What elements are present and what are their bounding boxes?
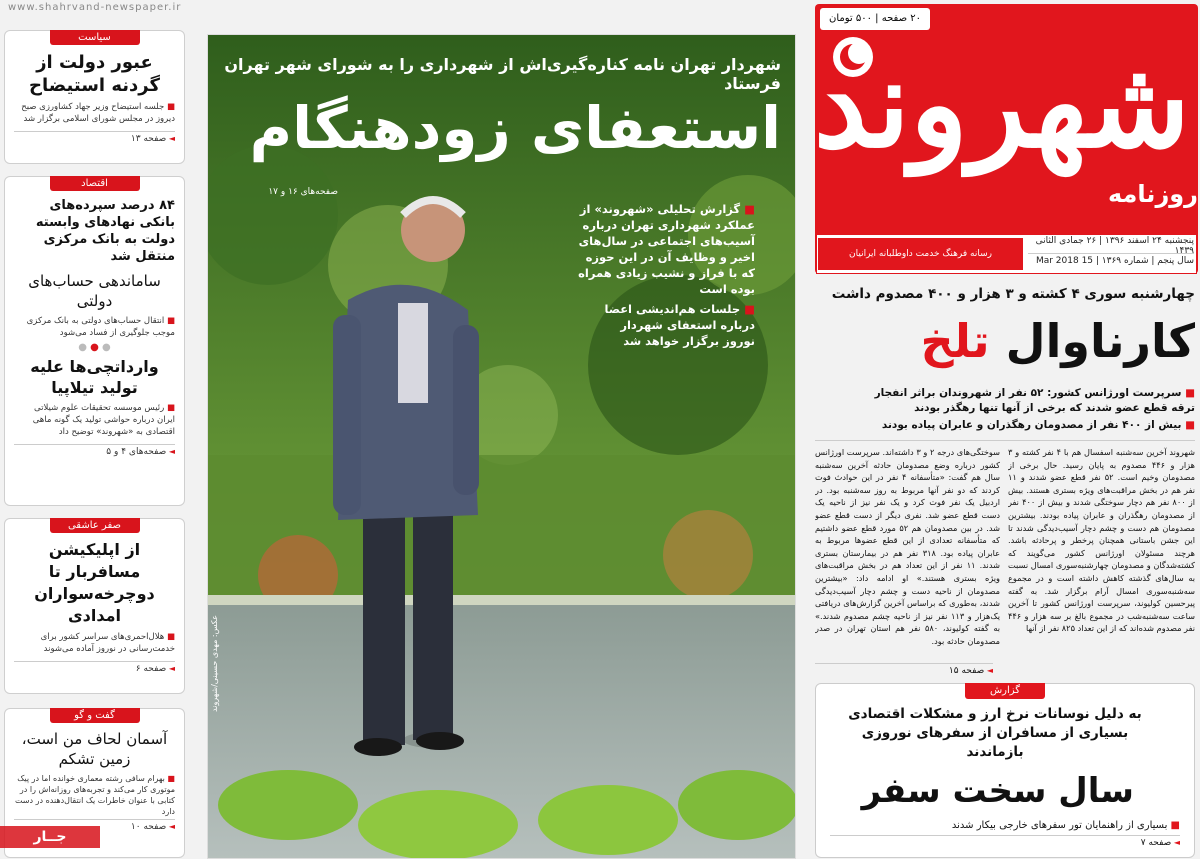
sidebar-headline: ۸۴ درصد سپرده‌های بانکی نهادهای وابسته دولت به بانک مرکزی منتقل شد bbox=[35, 198, 175, 264]
sidebar-subheadline: ساماندهی حساب‌های دولتی bbox=[28, 272, 161, 310]
main-col-right: شهروند آخرین سه‌شنبه اسفسال هم با ۴ نفر کشته و ۳ هزار و ۴۴۶ مصدوم به پایان رسید. حال برخی از مصدومان وخیم است. ۵۲ نفر قطع عضو شدند و ۱۱ نفر هم در بخش مراقبت‌های ویژه بستری هستند. بیش از ۸۰۰ نفر هم دچار سوختگی شدند و بیش از ۴۰۰ نفر از مصدومان رهگذران و عابران پیاده بودند. بیشترین مصدومان هم دست و چشم دچار آسیب‌دیدگی شدند تا این جشن باستانی همچنان پرخطر و پرحادثه باشد. هرچند مسئولان اورژانس کشور می‌گویند که کشته‌شدگان و مصدومان چهارشنبه‌سوری امسال نسبت به سال‌های گذشته کاهش داشته است و در مجموع سه‌شنبه‌سوری امسال آرام برگزار شد. به گفته پیرحسین کولیوند، سرپرست اورژانس کشور تا آخرین ساعت سه‌شنبه‌شب در مجموع بالغ بر سه هزار و ۴۴۶ نفر مصدوم شده‌اند که از این تعداد ۸۲۵ نفر از آنها bbox=[1008, 447, 1195, 634]
masthead-date: پنجشنبه ۲۴ اسفند ۱۳۹۶ | ۲۶ جمادی الثانی ۱۴۳۹ bbox=[1035, 236, 1194, 256]
report-bullet: ■ بسیاری از راهنمایان تور سفرهای خارجی بیکار شدند bbox=[951, 820, 1180, 831]
site-url: www.shahrvand-newspaper.ir bbox=[8, 2, 182, 13]
sidebar-box-sefr-asheghi[interactable] bbox=[4, 518, 185, 694]
sidebar-headline-3: وارداتچی‌ها علیه تولید تیلاپیا bbox=[30, 357, 159, 397]
photo-page-ref: صفحه‌های ۱۶ و ۱۷ bbox=[268, 187, 338, 197]
main-kicker: چهارشنبه سوری ۴ کشته و ۳ هزار و ۴۰۰ مصدوم داشت bbox=[831, 286, 1195, 302]
sidebar-headline: از اپلیکیشن مسافربار تا دوچرخه‌سواران امدادی bbox=[34, 540, 155, 625]
newspaper-logo: شهروند bbox=[813, 34, 1190, 175]
photo-bullet-1: ■ گزارش تحلیلی «شهروند» از عملکرد شهرداری تهران درباره آسیب‌های اجتماعی در سال‌های اخیر و وظایف آن در این حوزه که با فراز و نشیب زیادی همراه بوده است bbox=[578, 202, 755, 296]
photo-headline: استعفای زودهنگام bbox=[249, 94, 781, 162]
main-page-ref: ◄ صفحه ۱۵ bbox=[815, 663, 993, 676]
sidebar-body-3: ■ رئیس موسسه تحقیقات علوم شیلاتی ایران درباره حواشی تولید یک گونه ماهی اقتصادی به «شهروند» توضیح داد bbox=[32, 403, 175, 437]
page-ref: ◄ صفحه ۱۳ bbox=[14, 131, 175, 144]
photo-credit: عکس: مهدی حسینی/شهروند bbox=[210, 615, 219, 712]
masthead-issue: سال پنجم | شماره ۱۳۶۹ | 15 Mar 2018 bbox=[1028, 253, 1194, 266]
section-tag: گفت و گو bbox=[50, 708, 140, 723]
section-tag: صفر عاشقی bbox=[50, 518, 140, 533]
section-tag: گزارش bbox=[965, 683, 1045, 699]
main-headline: کارناوال تلخ bbox=[920, 314, 1195, 368]
page-ref: ◄ صفحه ۱۰ bbox=[14, 819, 175, 832]
pages-price: ۲۰ صفحه | ۵۰۰ تومان bbox=[820, 8, 930, 30]
report-headline: سال سخت سفر bbox=[861, 771, 1134, 811]
lead-photo[interactable] bbox=[207, 34, 796, 859]
main-bullet-2: ■ بیش از ۴۰۰ نفر از مصدومان رهگذران و عابران پیاده بودند bbox=[881, 419, 1195, 431]
separator-dots: ● ● ● bbox=[78, 342, 111, 353]
section-tag: سیاست bbox=[50, 30, 140, 45]
masthead-subtitle: روزنامه bbox=[1108, 180, 1198, 208]
section-tag: اقتصاد bbox=[50, 176, 140, 191]
report-kicker: به دلیل نوسانات نرخ ارز و مشکلات اقتصادی بسیاری از مسافران از سفرهای نوروزی بازماندند bbox=[848, 706, 1142, 760]
sidebar-headline: عبور دولت از گردنه استیضاح bbox=[29, 52, 160, 96]
main-bullet-1: ■ سرپرست اورژانس کشور: ۵۲ نفر از شهروندان براثر انفجار ترقه قطع عضو شدند که برخی از آنها تنها رهگذر بودند bbox=[874, 387, 1195, 414]
divider bbox=[815, 440, 1195, 441]
main-col-left: سوختگی‌های درجه ۲ و ۳ داشته‌اند. سرپرست اورژانس کشور درباره وضع مصدومان حادثه آخرین سه‌شنبه سال هم گفت: «متأسفانه ۴ نفر در این حوادث فوت کردند که دو نفر آنها مربوط به روز سه‌شنبه بود. در اردبیل یک نفر فوت کرد و یک نفر نیز از ناحیه یک دست قطع عضو شد. نفری دیگر از دست قطع عضو شد. در بین مصدومان هم ۵۲ مورد قطع عضو داشتیم که متأسفانه تعدادی از این قطع عضوها مربوط به عابران پیاده بود. ۳۱۸ نفر هم در بیمارستان بستری شدند. ۱۱ نفر از این تعداد هم در بخش مراقبت‌های ویژه بستری هستند.» او ادامه داد: «بیشترین مصدومان از ناحیه دست و چشم دچار آسیب‌دیدگی شدند، به‌طوری که براساس آخرین گزارش‌های دریافتی یک‌هزار و ۱۱۳ نفر نیز از ناحیه چشم مصدوم شدند.» به گفته کولیوند، ۵۸۰ نفر هم استان تهران در صدر مصدومان حادثه بود. bbox=[815, 447, 1000, 646]
watermark-logo: جــار bbox=[0, 826, 100, 848]
page-ref: ◄ صفحه ۶ bbox=[14, 661, 175, 674]
page-ref: ◄ صفحه‌های ۴ و ۵ bbox=[14, 444, 175, 457]
sidebar-box-economy[interactable] bbox=[4, 176, 185, 506]
report-box[interactable] bbox=[815, 683, 1195, 858]
sidebar-box-politics[interactable] bbox=[4, 30, 185, 164]
sidebar-headline: آسمان لحاف من است، زمین تشکم bbox=[21, 730, 168, 768]
sidebar-body: ■ هلال‌احمری‌های سراسر کشور برای خدمت‌رسانی در نوروز آماده می‌شوند bbox=[40, 632, 175, 654]
sidebar-body: ■ انتقال حساب‌های دولتی به بانک مرکزی موجب جلوگیری از فساد می‌شود bbox=[26, 316, 175, 338]
photo-bullet-2: ■ جلسات هم‌اندیشی اعضا درباره استعفای شهردار نوروز برگزار خواهد شد bbox=[604, 302, 755, 348]
report-page-ref: ◄ صفحه ۷ bbox=[830, 835, 1180, 848]
photo-kicker: شهردار تهران نامه کناره‌گیری‌اش از شهرداری را به شورای شهر تهران فرستاد bbox=[224, 55, 781, 93]
sidebar-body: ■ بهرام سافی رشته معماری خوانده اما در پیک موتوری کار می‌کند و تجربه‌های روزانه‌اش را در کتابی با عنوان خاطرات یک انتقال‌دهنده در دست دارد bbox=[14, 774, 175, 816]
masthead-slogan: رسانه فرهنگ خدمت داوطلبانه ایرانیان bbox=[818, 238, 1023, 270]
sidebar-body: ■ جلسه استیضاح وزیر جهاد کشاورزی صبح دیروز در مجلس شورای اسلامی برگزار شد bbox=[21, 102, 175, 124]
